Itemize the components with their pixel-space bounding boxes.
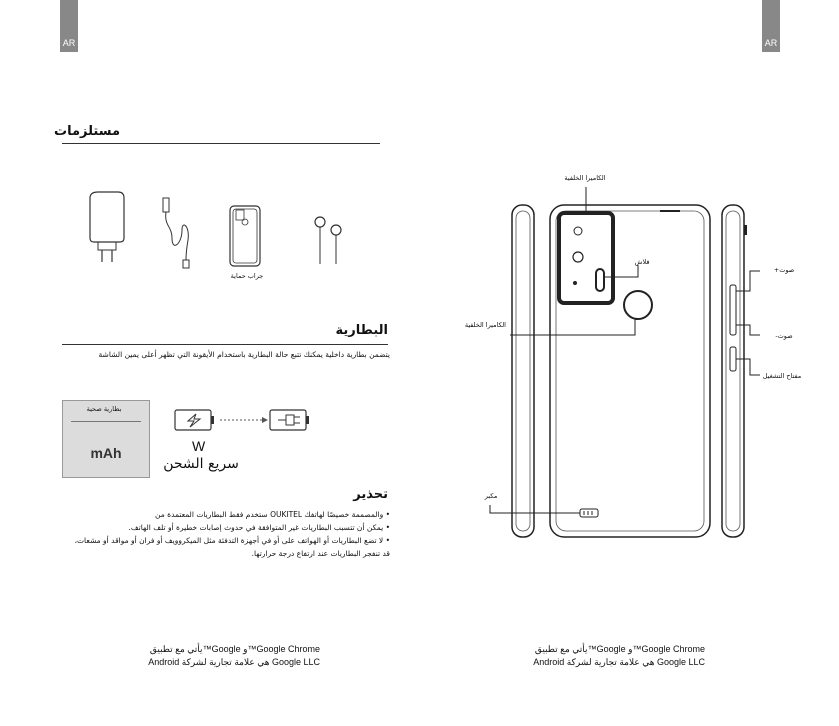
right-footer-line2: Android هي علامة تجارية لشركة Google LLC (533, 657, 705, 667)
speaker-grille (580, 509, 598, 517)
warning-item: • والمصممة خصيصًا لهاتفك OUKITEL ستخدم فقط البطاريات المعتمدة من (155, 510, 390, 519)
label-rear-camera: الكاميرا الخلفية (564, 174, 606, 182)
fast-charge-label: سريع الشحن (163, 456, 239, 472)
right-page-tab (762, 0, 780, 52)
plug-battery-icon (270, 410, 306, 430)
warning-list (40, 508, 390, 560)
charging-battery-icon (175, 410, 211, 430)
battery-capacity-unit: mAh (90, 445, 122, 461)
fast-charge-diagram (174, 408, 324, 438)
flash-icon (596, 269, 604, 291)
watt-unit: W (192, 438, 206, 454)
label-volume-up: صوت+ (773, 266, 795, 274)
volume-buttons (730, 285, 736, 335)
camera-module (559, 213, 613, 303)
label-power: مفتاح التشغيل (762, 372, 802, 380)
left-footer-line2: Android هي علامة تجارية لشركة Google LLC (148, 657, 320, 667)
label-fingerprint: الكاميرا الخلفية (464, 321, 506, 329)
label-volume-down: صوت- (775, 332, 793, 340)
warning-item: • يمكن أن تتسبب البطاريات غير المتوافقة في حدوث إصابات خطيرة أو تلف الهاتف. (128, 523, 390, 532)
right-footer (515, 643, 705, 669)
warning-heading: تحذير (353, 487, 388, 502)
charger-icon (84, 190, 134, 270)
battery-heading: البطارية (335, 323, 388, 338)
right-page-tag: AR (764, 38, 778, 48)
warning-item: قد تنفجر البطاريات عند ارتفاع درجة حرارتها. (251, 549, 390, 558)
battery-health-box (62, 400, 150, 478)
label-speaker: مكبر (484, 492, 498, 500)
earphones-icon (308, 212, 348, 268)
left-page-tab (60, 0, 78, 52)
phone-diagram (460, 165, 820, 545)
power-button (730, 347, 736, 371)
left-page-tag: AR (62, 38, 76, 48)
battery-description: يتضمن بطارية داخلية يمكنك تتبع حالة البطارية باستخدام الأيقونة التي تظهر أعلى يمين الشاشة (98, 350, 390, 359)
left-footer (130, 643, 320, 669)
case-caption: جراب حماية (230, 272, 264, 280)
left-footer-line1: يأتي مع تطبيق™Google و™Google Chrome (149, 644, 320, 654)
right-footer-line1: يأتي مع تطبيق™Google و™Google Chrome (534, 644, 705, 654)
battery-divider (62, 344, 388, 345)
fingerprint-sensor (624, 291, 652, 319)
label-flash: فلاش (634, 258, 650, 266)
battery-health-label: بطارية صحية (86, 405, 122, 413)
phone-side-left (512, 205, 534, 537)
accessories-heading: مستلزمات (54, 124, 120, 139)
accessories-divider (62, 143, 380, 144)
warning-item: • لا تضع البطاريات أو الهواتف على أو في أجهزة التدفئة مثل الميكروويف أو فران أو مواقد أو مشعات، (74, 536, 390, 545)
usb-cable-icon (160, 196, 200, 272)
case-icon (228, 204, 268, 268)
battery-health-rule (71, 421, 141, 422)
